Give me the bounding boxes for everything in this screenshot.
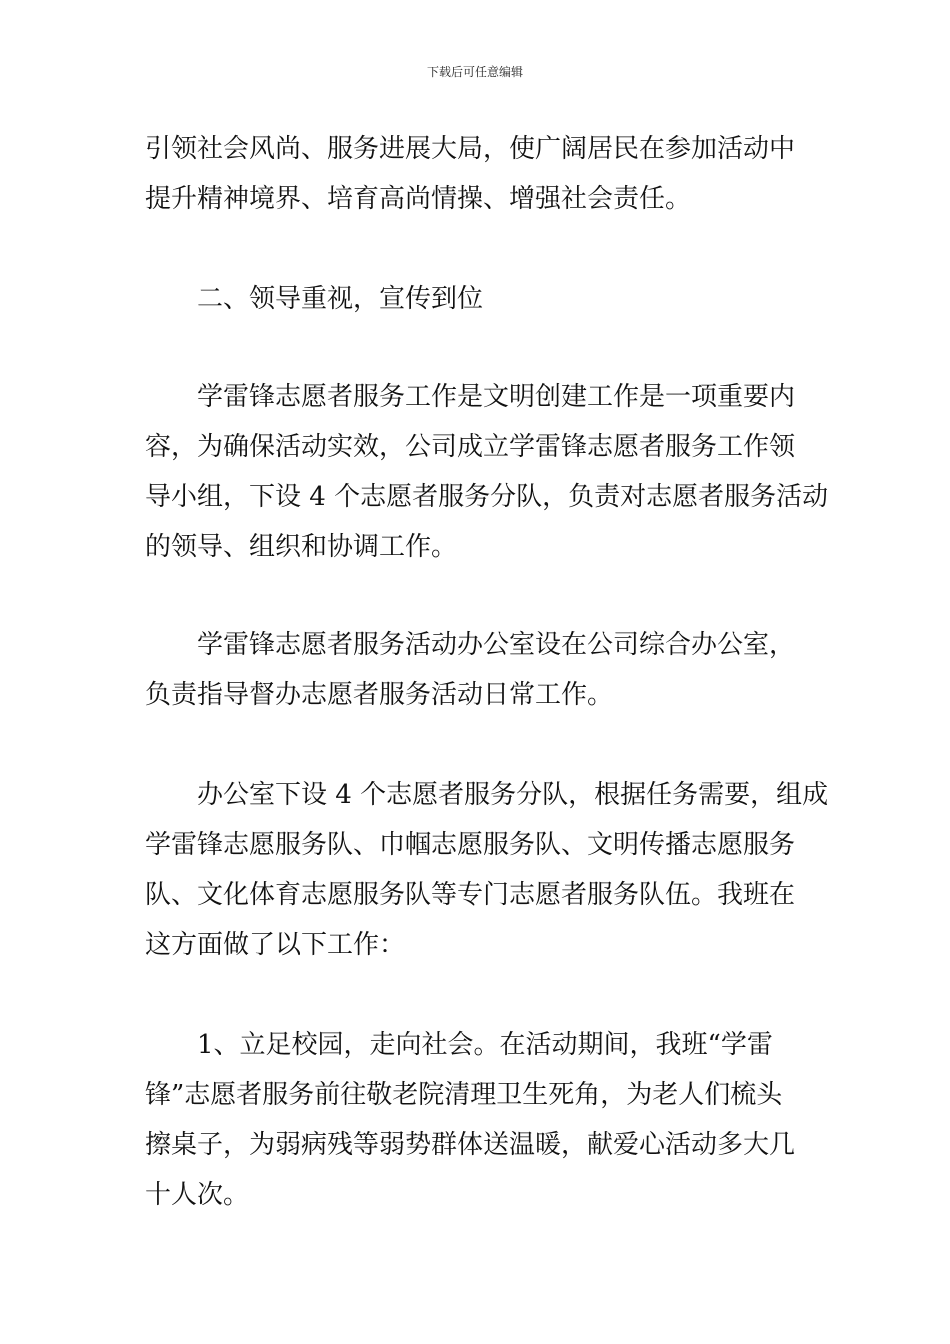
text-line: 容，为确保活动实效，公司成立学雷锋志愿者服务工作领 — [145, 432, 796, 462]
text-line: 擦桌子，为弱病残等弱势群体送温暖，献爱心活动多大几 — [145, 1130, 796, 1160]
text-line: 队、文化体育志愿服务队等专门志愿者服务队伍。我班在 — [145, 880, 796, 910]
paragraph-item-1 — [145, 1020, 810, 1220]
page-header: 下载后可任意编辑 — [426, 65, 523, 79]
text-line: 引领社会风尚、服务进展大局，使广阔居民在参加活动中 — [145, 134, 796, 164]
text-line: 办公室下设 4 个志愿者服务分队，根据任务需要，组成 — [197, 780, 829, 810]
paragraph-office — [145, 620, 810, 720]
text-line: 提升精神境界、培育高尚情操、增强社会责任。 — [145, 184, 692, 214]
text-line: 学雷锋志愿者服务活动办公室设在公司综合办公室， — [197, 630, 796, 660]
text-line: 这方面做了以下工作： — [145, 930, 406, 960]
paragraph-intro — [145, 124, 810, 224]
paragraph-teams — [145, 770, 829, 970]
text-line: 学雷锋志愿者服务工作是文明创建工作是一项重要内 — [197, 382, 796, 412]
text-line: 锋”志愿者服务前往敬老院清理卫生死角，为老人们梳头 — [145, 1080, 783, 1110]
text-line: 的领导、组织和协调工作。 — [145, 532, 458, 562]
paragraph-leadership — [145, 372, 829, 572]
text-line: 十人次。 — [145, 1180, 250, 1210]
text-line: 学雷锋志愿服务队、巾帼志愿服务队、文明传播志愿服务 — [145, 830, 796, 860]
text-line: 导小组，下设 4 个志愿者服务分队，负责对志愿者服务活动 — [145, 482, 829, 512]
text-line: 1、立足校园，走向社会。在活动期间，我班“学雷 — [197, 1030, 773, 1060]
text-line: 负责指导督办志愿者服务活动日常工作。 — [145, 680, 614, 710]
section-heading: 二、领导重视，宣传到位 — [197, 284, 484, 314]
